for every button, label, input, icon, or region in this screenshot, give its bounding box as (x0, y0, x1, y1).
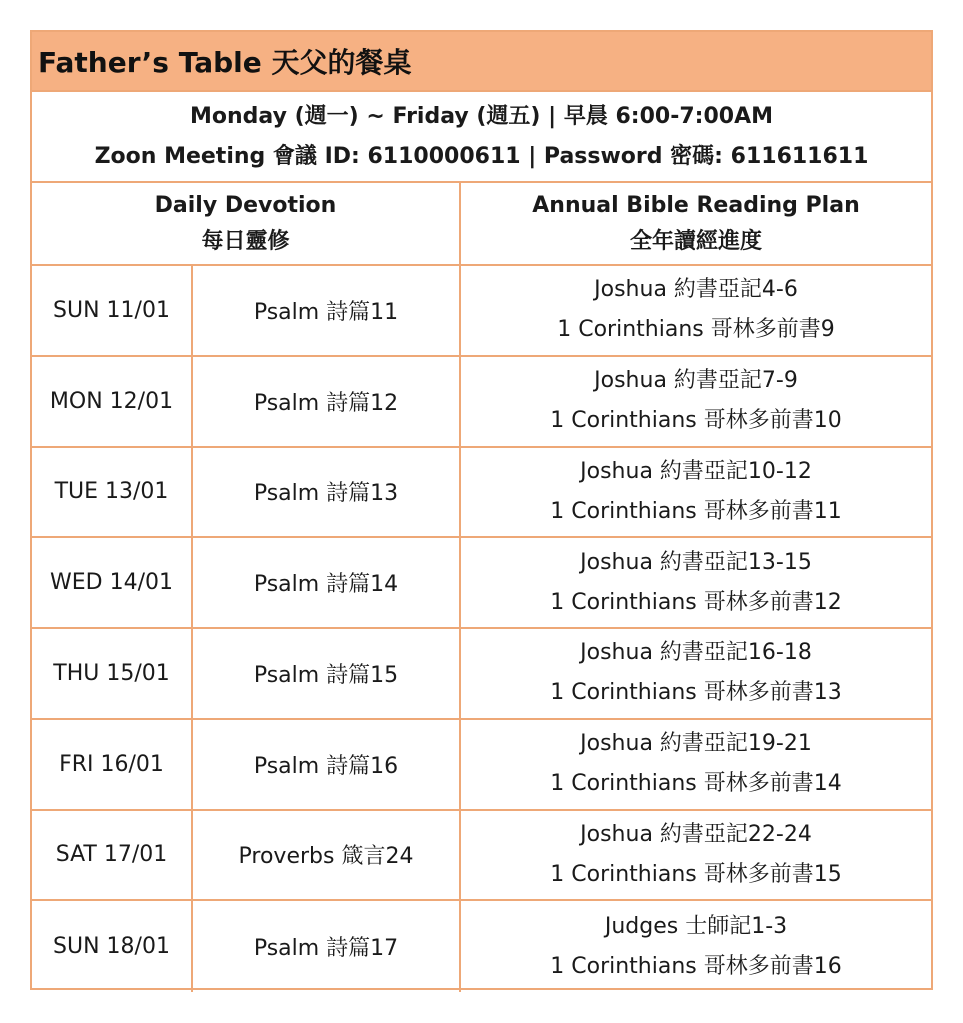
row-date: SUN 18/01 (32, 901, 193, 992)
row-devotion: Psalm 詩篇14 (193, 538, 461, 627)
row-plan (461, 811, 931, 900)
row-plan-ot: Judges 士師記1-3 (604, 913, 788, 939)
row-plan-nt: 1 Corinthians 哥林多前書15 (550, 861, 842, 887)
row-date: WED 14/01 (32, 538, 193, 627)
schedule-table (30, 30, 933, 990)
reading-plan-header-zh: 全年讀經進度 (629, 228, 762, 254)
reading-plan-header-en: Annual Bible Reading Plan (532, 192, 860, 218)
row-devotion: Proverbs 箴言24 (193, 811, 461, 900)
row-plan (461, 720, 931, 809)
table-row (32, 357, 931, 448)
row-devotion: Psalm 詩篇13 (193, 448, 461, 537)
row-date: SUN 11/01 (32, 266, 193, 355)
table-row (32, 629, 931, 720)
daily-devotion-header-en: Daily Devotion (154, 192, 337, 218)
row-date: FRI 16/01 (32, 720, 193, 809)
daily-devotion-header (32, 183, 461, 264)
row-date: TUE 13/01 (32, 448, 193, 537)
row-plan-nt: 1 Corinthians 哥林多前書13 (550, 680, 842, 706)
row-plan-nt: 1 Corinthians 哥林多前書10 (550, 408, 842, 434)
row-date: THU 15/01 (32, 629, 193, 718)
row-plan-nt: 1 Corinthians 哥林多前書12 (550, 589, 842, 615)
row-plan (461, 448, 931, 537)
table-row (32, 811, 931, 902)
row-plan (461, 629, 931, 718)
column-headers (32, 183, 931, 266)
table-row (32, 448, 931, 539)
row-plan-ot: Joshua 約書亞記7-9 (594, 368, 798, 394)
row-plan-nt: 1 Corinthians 哥林多前書11 (550, 498, 842, 524)
row-devotion: Psalm 詩篇16 (193, 720, 461, 809)
table-row (32, 901, 931, 992)
schedule-rows (32, 266, 931, 992)
row-plan (461, 266, 931, 355)
meeting-zoom-details: Zoon Meeting 會議 ID: 6110000611 | Password 密碼: 611611611 (94, 143, 869, 169)
row-plan-ot: Joshua 約書亞記16-18 (580, 640, 812, 666)
meeting-info (32, 92, 931, 183)
row-plan (461, 901, 931, 992)
row-devotion: Psalm 詩篇11 (193, 266, 461, 355)
row-plan-nt: 1 Corinthians 哥林多前書14 (550, 771, 842, 797)
row-date: SAT 17/01 (32, 811, 193, 900)
row-plan-ot: Joshua 約書亞記4-6 (594, 277, 798, 303)
row-plan-nt: 1 Corinthians 哥林多前書9 (557, 317, 835, 343)
reading-plan-header (461, 183, 931, 264)
row-plan-ot: Joshua 約書亞記22-24 (580, 821, 812, 847)
row-plan-nt: 1 Corinthians 哥林多前書16 (550, 953, 842, 979)
meeting-schedule: Monday (週一) ~ Friday (週五) | 早晨 6:00-7:00AM (190, 103, 773, 129)
table-row (32, 266, 931, 357)
daily-devotion-header-zh: 每日靈修 (201, 228, 290, 254)
row-date: MON 12/01 (32, 357, 193, 446)
row-plan (461, 357, 931, 446)
row-devotion: Psalm 詩篇12 (193, 357, 461, 446)
row-devotion: Psalm 詩篇17 (193, 901, 461, 992)
row-plan-ot: Joshua 約書亞記19-21 (580, 731, 812, 757)
table-row (32, 720, 931, 811)
row-devotion: Psalm 詩篇15 (193, 629, 461, 718)
row-plan-ot: Joshua 約書亞記13-15 (580, 549, 812, 575)
row-plan-ot: Joshua 約書亞記10-12 (580, 458, 812, 484)
table-row (32, 538, 931, 629)
row-plan (461, 538, 931, 627)
table-title: Father’s Table 天父的餐桌 (32, 32, 931, 92)
